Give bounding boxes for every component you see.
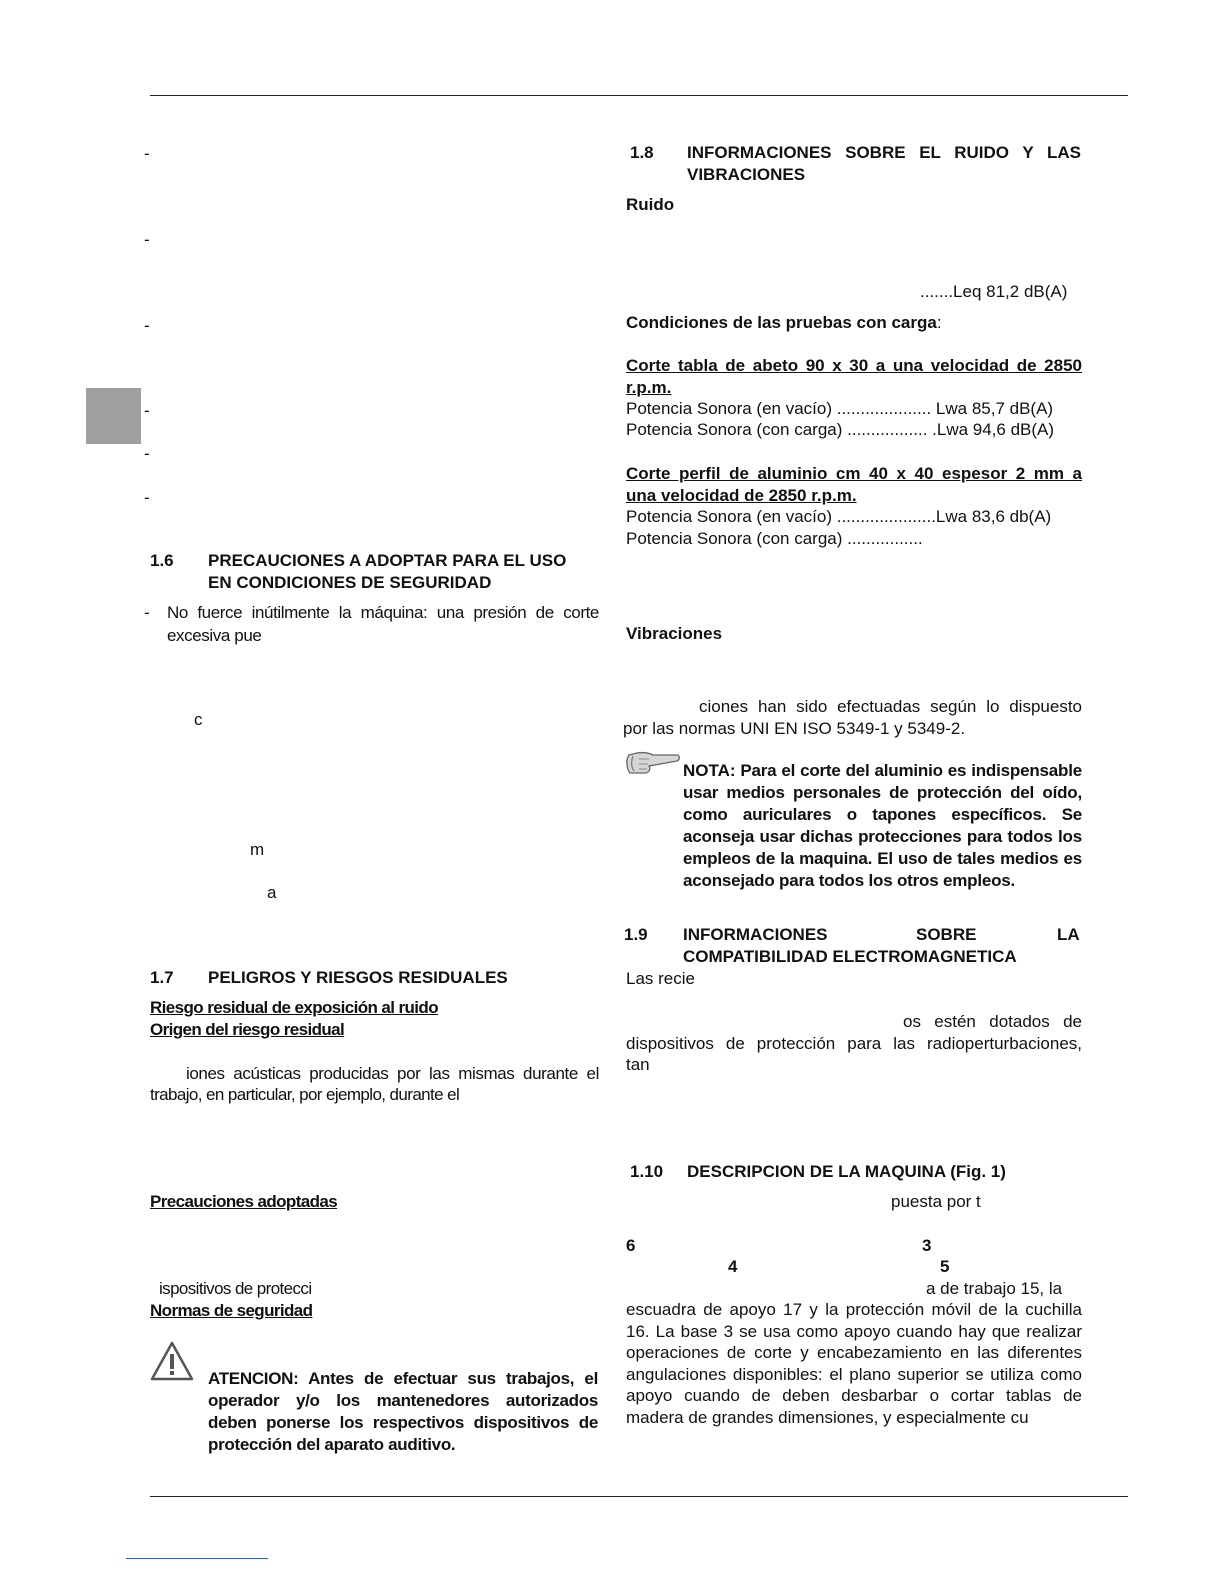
dash-marker: - <box>144 401 150 420</box>
test1-power-idle: Potencia Sonora (en vacío) .................... Lwa 85,7 dB(A) <box>626 399 1054 418</box>
part-number: 3 <box>922 1236 932 1255</box>
subheading-risk-origin: Origen del riesgo residual <box>150 1020 345 1039</box>
dash-marker: - <box>144 316 150 335</box>
risk-paragraph-line2: trabajo, en particular, por ejemplo, durante el <box>150 1085 460 1104</box>
section-title-1-10: DESCRIPCION DE LA MAQUINA (Fig. 1) <box>687 1162 1006 1181</box>
subheading-residual-risk: Riesgo residual de exposición al ruido <box>150 998 438 1017</box>
text-fragment: a <box>267 883 277 902</box>
section-number-1-8: 1.8 <box>630 143 654 162</box>
list-dash: - <box>144 603 150 622</box>
section-number-1-10: 1.10 <box>630 1162 664 1181</box>
section-title-1-6-line2: EN CONDICIONES DE SEGURIDAD <box>208 573 492 592</box>
text-fragment: c <box>194 710 203 729</box>
section-title-1-7: PELIGROS Y RIESGOS RESIDUALES <box>208 968 508 987</box>
header-rule <box>150 95 1128 96</box>
precaution-item-line1: No fuerce inútilmente la máquina: una presión de corte <box>167 603 599 622</box>
precaution-item-line2: excesiva pue <box>167 626 262 645</box>
warning-icon <box>149 1340 195 1382</box>
section-title-1-9-word2: SOBRE <box>916 925 977 944</box>
subheading-precautions: Precauciones adoptadas <box>150 1192 338 1211</box>
section-title-1-8-line2: VIBRACIONES <box>687 165 806 184</box>
emc-line2: os estén dotados de <box>903 1012 1082 1031</box>
test1-power-load: Potencia Sonora (con carga) ................. .Lwa 94,6 dB(A) <box>626 420 1055 439</box>
test-conditions-label: Condiciones de las pruebas con carga <box>626 313 937 332</box>
note-label: NOTA <box>683 761 730 780</box>
note-body: : Para el corte del aluminio es indispensable usar medios personales de protección del oído, como auriculares o tapones específicos. Se aconseja usar dichas protecciones para todos los empleos de la maquina. El uso de tales medios es aconsejado para todos los otros empleos. <box>683 761 1082 890</box>
emc-line1: Las recie <box>626 969 695 988</box>
footer-rule <box>150 1496 1128 1497</box>
machine-description: escuadra de apoyo 17 y la protección móvil de la cuchilla 16. La base 3 se usa como apoyo cuando hay que realizar operaciones de corte y encabezamiento en las diferentes angulaciones disponibles: el plano superior se utiliza como apoyo cuando de deben desbarbar o cortar tablas de madera de grandes dimensiones, y especialmente cu <box>626 1300 1082 1427</box>
pointing-hand-icon <box>623 749 681 777</box>
section-number-1-9: 1.9 <box>624 925 648 944</box>
risk-paragraph-line1: iones acústicas producidas por las mismas durante el <box>186 1064 599 1083</box>
dash-marker: - <box>144 230 150 249</box>
section-tab-marker <box>86 388 141 444</box>
test1-title-line2: r.p.m. <box>626 378 672 397</box>
warning-text: ATENCION: Antes de efectuar sus trabajos, el operador y/o los mantenedores autorizados deben ponerse los respectivos dispositivos de protección del aparato auditivo. <box>208 1369 598 1454</box>
subheading-vibrations: Vibraciones <box>626 624 723 643</box>
text-fragment: ispositivos de protecci <box>159 1279 312 1298</box>
part-number: 4 <box>728 1257 738 1276</box>
text-fragment: m <box>250 840 265 859</box>
machine-desc-table-line: a de trabajo 15, la <box>926 1279 1063 1298</box>
test-conditions-heading <box>626 312 942 334</box>
test2-title-line2: una velocidad de 2850 r.p.m. <box>626 486 857 505</box>
footer-link-underline <box>126 1558 268 1559</box>
test2-power-idle: Potencia Sonora (en vacío) .....................Lwa 83,6 db(A) <box>626 507 1052 526</box>
test2-title-line1: Corte perfil de aluminio cm 40 x 40 espesor 2 mm a <box>626 464 1082 483</box>
dash-marker: - <box>144 144 150 163</box>
leq-value: .......Leq 81,2 dB(A) <box>920 282 1068 301</box>
part-number: 6 <box>626 1236 636 1255</box>
section-number-1-6: 1.6 <box>150 551 174 570</box>
machine-desc-fragment: puesta por t <box>891 1192 981 1211</box>
section-title-1-9-line2: COMPATIBILIDAD ELECTROMAGNETICA <box>683 947 1017 966</box>
section-number-1-7: 1.7 <box>150 968 174 987</box>
vibrations-line1: ciones han sido efectuadas según lo dispuesto <box>699 697 1082 716</box>
emc-line3: dispositivos de protección para las radioperturbaciones, <box>626 1034 1082 1053</box>
note-text <box>683 760 1082 892</box>
emc-line4: tan <box>626 1055 650 1074</box>
test2-power-load: Potencia Sonora (con carga) ................ <box>626 529 923 548</box>
subheading-safety-rules: Normas de seguridad <box>150 1301 313 1320</box>
section-title-1-9-word1: INFORMACIONES <box>683 925 828 944</box>
section-title-1-9-word3: LA <box>1057 925 1080 944</box>
test1-title-line1: Corte tabla de abeto 90 x 30 a una velocidad de 2850 <box>626 356 1082 375</box>
dash-marker: - <box>144 444 150 463</box>
test-conditions-colon: : <box>936 313 942 332</box>
part-number: 5 <box>940 1257 950 1276</box>
dash-marker: - <box>144 488 150 507</box>
section-title-1-6-line1: PRECAUCIONES A ADOPTAR PARA EL USO <box>208 551 567 570</box>
vibrations-line2: por las normas UNI EN ISO 5349-1 y 5349-2. <box>623 719 966 738</box>
section-title-1-8-line1: INFORMACIONES SOBRE EL RUIDO Y LAS <box>687 143 1081 162</box>
subheading-noise: Ruido <box>626 195 675 214</box>
